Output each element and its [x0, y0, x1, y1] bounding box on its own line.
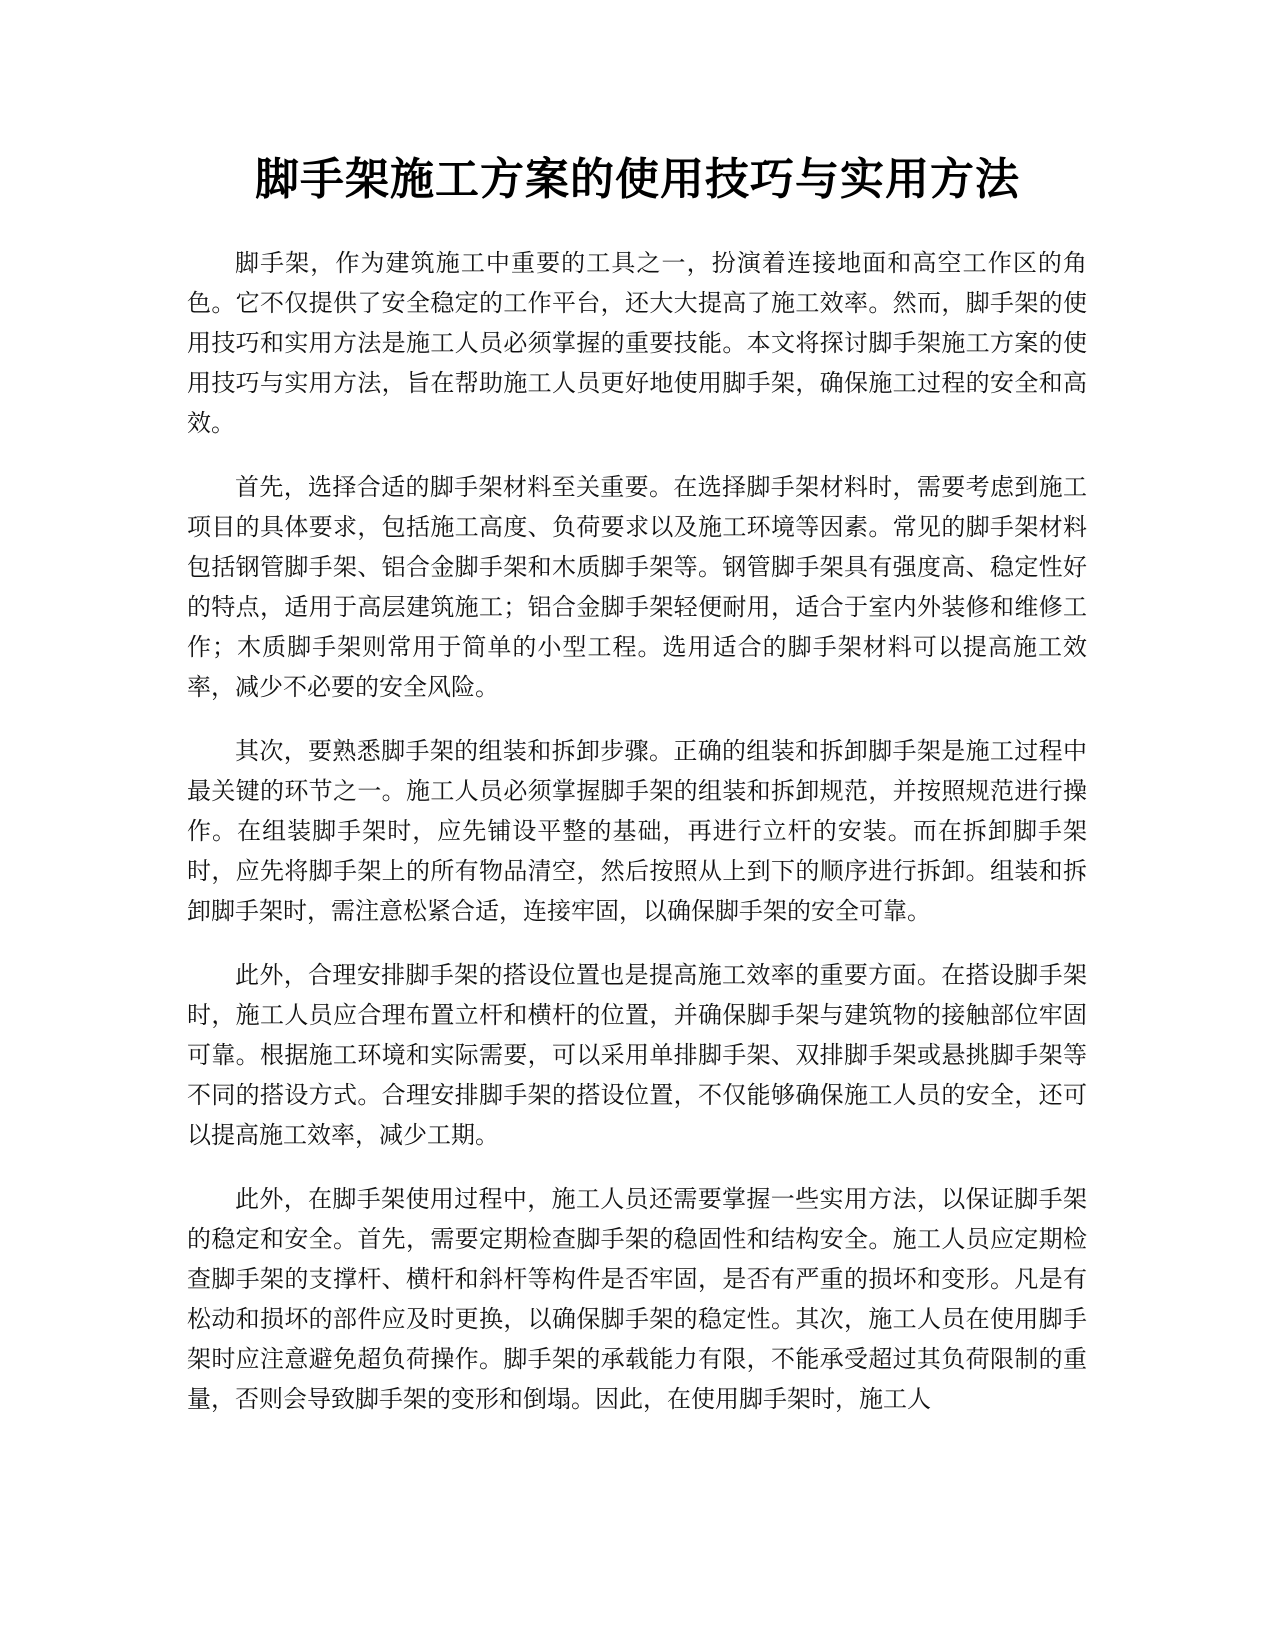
- paragraph-materials: 首先，选择合适的脚手架材料至关重要。在选择脚手架材料时，需要考虑到施工项目的具体要求，包括施工高度、负荷要求以及施工环境等因素。常见的脚手架材料包括钢管脚手架、铝合金脚手架和木质脚手架等。钢管脚手架具有强度高、稳定性好的特点，适用于高层建筑施工；铝合金脚手架轻便耐用，适合于室内外装修和维修工作；木质脚手架则常用于简单的小型工程。选用适合的脚手架材料可以提高施工效率，减少不必要的安全风险。: [187, 473, 1087, 701]
- document-title: 脚手架施工方案的使用技巧与实用方法: [255, 154, 1020, 205]
- paragraph-intro: 脚手架，作为建筑施工中重要的工具之一，扮演着连接地面和高空工作区的角色。它不仅提供了安全稳定的工作平台，还大大提高了施工效率。然而，脚手架的使用技巧和实用方法是施工人员必须掌握的重要技能。本文将探讨脚手架施工方案的使用技巧与实用方法，旨在帮助施工人员更好地使用脚手架，确保施工过程的安全和高效。: [187, 249, 1087, 437]
- paragraph-assembly: 其次，要熟悉脚手架的组装和拆卸步骤。正确的组装和拆卸脚手架是施工过程中最关键的环节之一。施工人员必须掌握脚手架的组装和拆卸规范，并按照规范进行操作。在组装脚手架时，应先铺设平整的基础，再进行立杆的安装。而在拆卸脚手架时，应先将脚手架上的所有物品清空，然后按照从上到下的顺序进行拆卸。组装和拆卸脚手架时，需注意松紧合适，连接牢固，以确保脚手架的安全可靠。: [187, 737, 1087, 925]
- paragraph-usage-methods: 此外，在脚手架使用过程中，施工人员还需要掌握一些实用方法，以保证脚手架的稳定和安全。首先，需要定期检查脚手架的稳固性和结构安全。施工人员应定期检查脚手架的支撑杆、横杆和斜杆等构件是否牢固，是否有严重的损坏和变形。凡是有松动和损坏的部件应及时更换，以确保脚手架的稳定性。其次，施工人员在使用脚手架时应注意避免超负荷操作。脚手架的承载能力有限，不能承受超过其负荷限制的重量，否则会导致脚手架的变形和倒塌。因此，在使用脚手架时，施工人: [187, 1185, 1087, 1413]
- document-body: [187, 243, 1087, 1443]
- paragraph-placement: 此外，合理安排脚手架的搭设位置也是提高施工效率的重要方面。在搭设脚手架时，施工人员应合理布置立杆和横杆的位置，并确保脚手架与建筑物的接触部位牢固可靠。根据施工环境和实际需要，可以采用单排脚手架、双排脚手架或悬挑脚手架等不同的搭设方式。合理安排脚手架的搭设位置，不仅能够确保施工人员的安全，还可以提高施工效率，减少工期。: [187, 961, 1087, 1149]
